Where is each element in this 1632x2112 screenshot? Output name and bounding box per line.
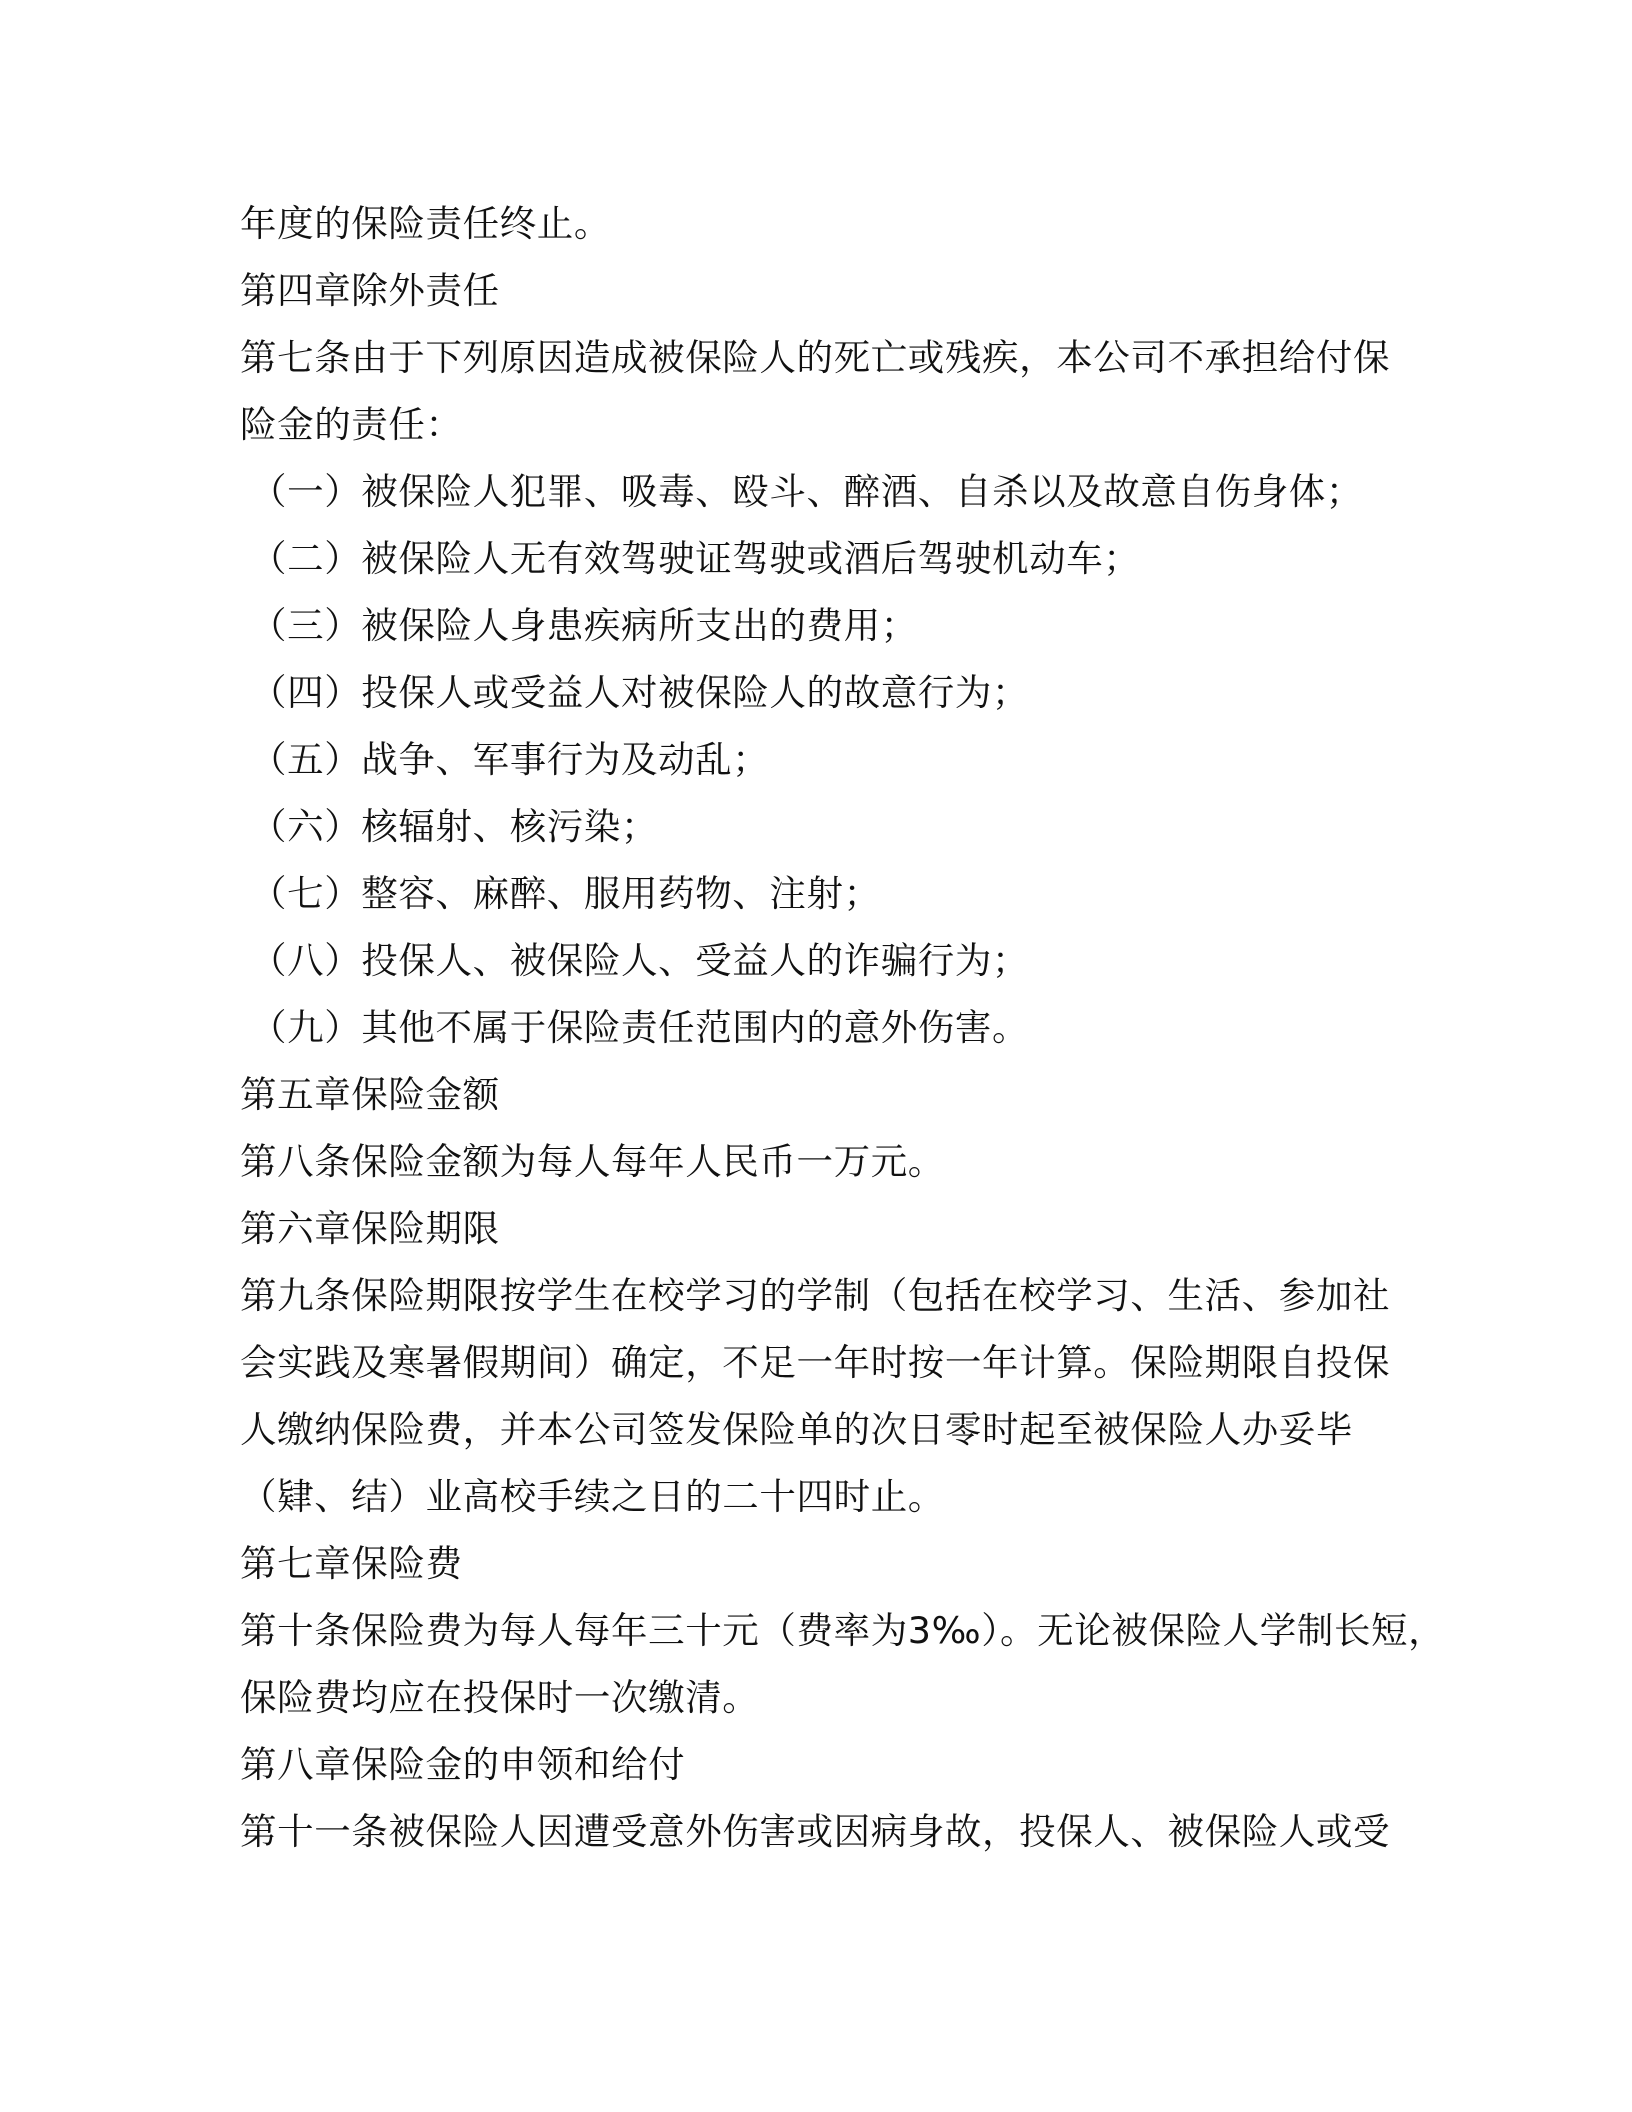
chapter-heading: 第五章保险金额	[240, 1073, 500, 1116]
text-line: 年度的保险责任终止。	[240, 202, 611, 245]
list-item: （五）战争、军事行为及动乱；	[250, 738, 770, 781]
list-item: （六）核辐射、核污染；	[250, 805, 659, 848]
text-line: 会实践及寒暑假期间）确定，不足一年时按一年计算。保险期限自投保	[240, 1341, 1391, 1384]
list-item: （四）投保人或受益人对被保险人的故意行为；	[250, 671, 1030, 714]
text-line: 第九条保险期限按学生在校学习的学制（包括在校学习、生活、参加社	[240, 1274, 1391, 1317]
chapter-heading: 第八章保险金的申领和给付	[240, 1743, 686, 1786]
text-line: 险金的责任：	[240, 403, 463, 446]
list-item: （七）整容、麻醉、服用药物、注射；	[250, 872, 881, 915]
text-line: 第七条由于下列原因造成被保险人的死亡或残疾，本公司不承担给付保	[240, 336, 1391, 379]
text-line: 人缴纳保险费，并本公司签发保险单的次日零时起至被保险人办妥毕	[240, 1408, 1353, 1451]
text-line: 第八条保险金额为每人每年人民币一万元。	[240, 1140, 945, 1183]
list-item: （九）其他不属于保险责任范围内的意外伤害。	[250, 1006, 1030, 1049]
chapter-heading: 第六章保险期限	[240, 1207, 500, 1250]
list-item: （八）投保人、被保险人、受益人的诈骗行为；	[250, 939, 1030, 982]
document-body	[240, 190, 1446, 1865]
list-item: （二）被保险人无有效驾驶证驾驶或酒后驾驶机动车；	[250, 537, 1141, 580]
text-line: （肄、结）业高校手续之日的二十四时止。	[240, 1475, 945, 1518]
list-item: （一）被保险人犯罪、吸毒、殴斗、醉酒、自杀以及故意自伤身体；	[250, 470, 1363, 513]
chapter-heading: 第四章除外责任	[240, 269, 500, 312]
chapter-heading: 第七章保险费	[240, 1542, 463, 1585]
text-line: 第十条保险费为每人每年三十元（费率为3‰）。无论被保险人学制长短，	[240, 1609, 1446, 1652]
list-item: （三）被保险人身患疾病所支出的费用；	[250, 604, 918, 647]
text-line: 第十一条被保险人因遭受意外伤害或因病身故，投保人、被保险人或受	[240, 1810, 1391, 1853]
text-line: 保险费均应在投保时一次缴清。	[240, 1676, 760, 1719]
